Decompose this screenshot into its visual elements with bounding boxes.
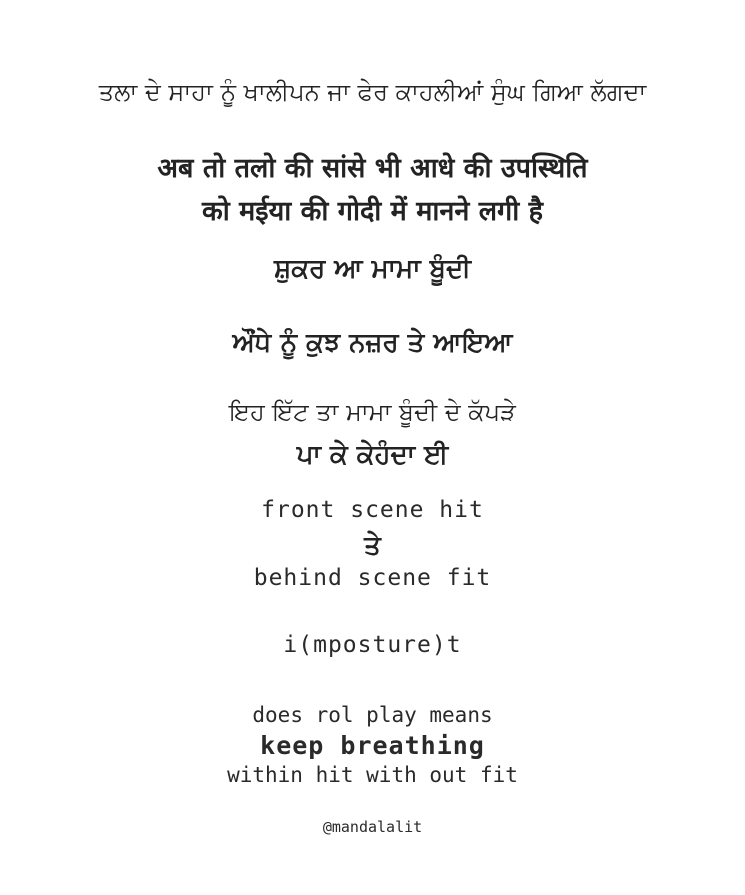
poem-line: does rol play means bbox=[252, 703, 493, 727]
poem-line: within hit with out fit bbox=[227, 763, 518, 787]
poem-line: ਇਹ ਇੱਟ ਤਾ ਮਾਮਾ ਬੂੰਦੀ ਦੇ ਕੱਪੜੇ bbox=[229, 398, 516, 426]
poem-line: ਔਂਧੇ ਨੂੰ ਕੁਝ ਨਜ਼ਰ ਤੇ ਆਇਆ bbox=[232, 328, 513, 358]
poem-line: front scene hit bbox=[261, 497, 484, 523]
poem-line: ਤਲਾ ਦੇ ਸਾਹਾ ਨੂੰ ਖਾਲੀਪਨ ਜਾ ਫੇਰ ਕਾਹਲੀਆਂ ਸੁੰਘ ਗਿਆ ਲੱਗਦਾ bbox=[98, 78, 647, 106]
poem-line: i(mposture)t bbox=[283, 632, 462, 658]
poem-line: ਪਾ ਕੇ ਕੇਹੰਦਾ ਈ bbox=[296, 440, 449, 470]
poem-line: अब तो तलो की सांसे भी आधे की उपस्थिति bbox=[157, 153, 588, 184]
poem-line: ਸ਼ੁਕਰ ਆ ਮਾਮਾ ਬੂੰਦੀ bbox=[274, 254, 471, 284]
poem-line-emphasis: keep breathing bbox=[260, 731, 485, 760]
author-handle: @mandalalit bbox=[322, 818, 423, 836]
poem-line: behind scene fit bbox=[253, 565, 492, 591]
poem-line: को मईया की गोदी में मानने लगी है bbox=[202, 196, 543, 227]
poem-line: ਤੇ bbox=[364, 531, 381, 561]
